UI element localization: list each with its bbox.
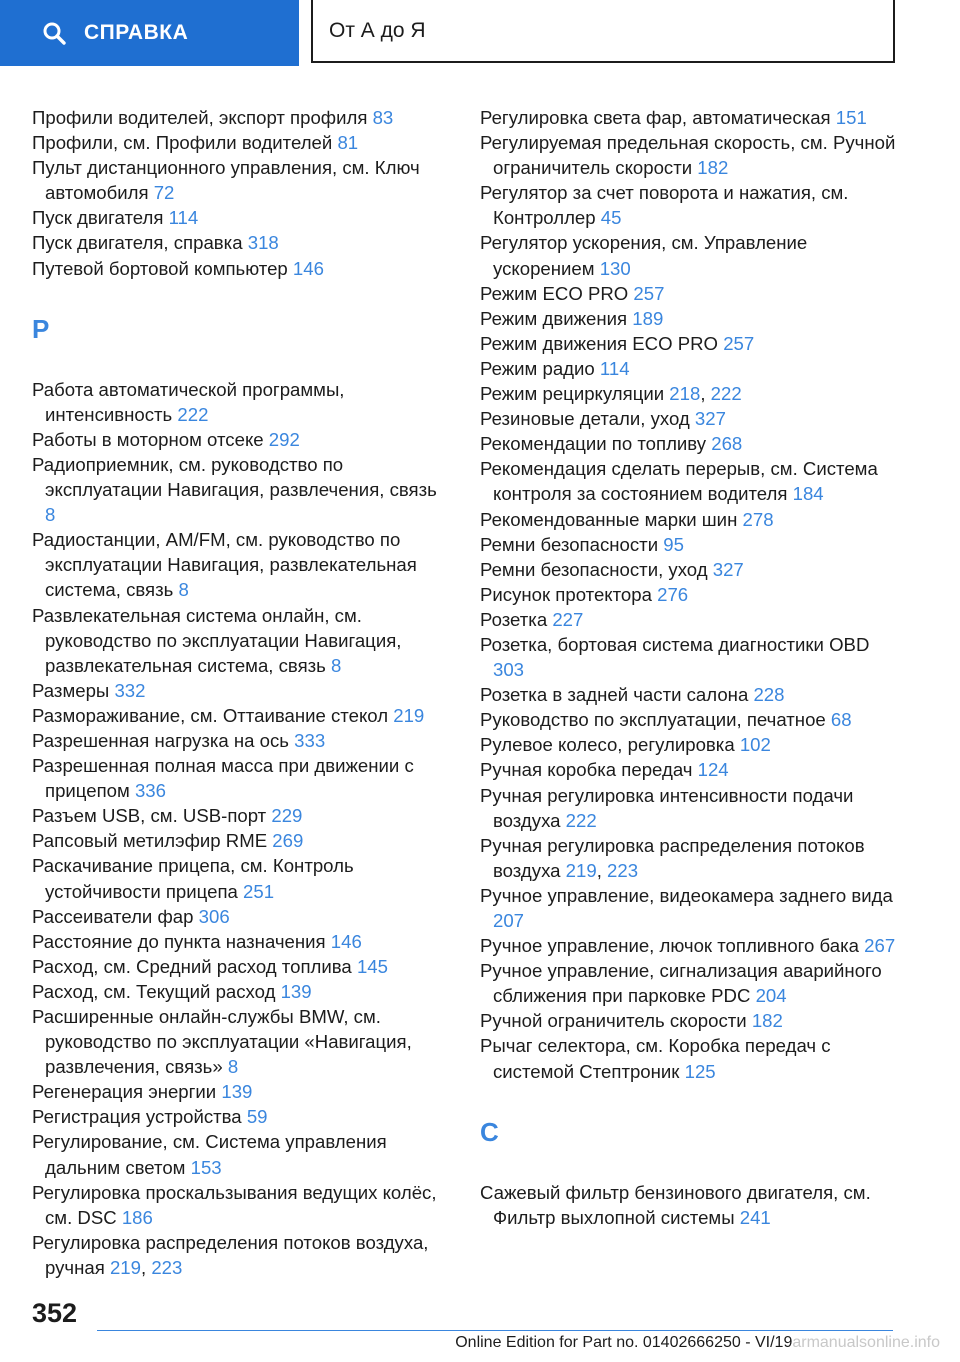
search-icon <box>42 21 66 45</box>
index-entry-text: Режим ECO PRO <box>480 282 634 304</box>
index-entry-text: Пуск двигателя <box>32 207 169 229</box>
page-reference-link[interactable]: 332 <box>114 679 146 701</box>
index-entry-text: Расширенные онлайн-службы BMW, см. руководство по эксплуатации «Навигация, развлечения, связь» <box>32 1006 412 1078</box>
page-reference-link[interactable]: 83 <box>372 107 394 128</box>
index-entry <box>480 933 900 958</box>
index-entry <box>32 753 452 803</box>
page-reference-link[interactable]: 327 <box>694 408 726 430</box>
index-entry <box>32 452 452 527</box>
page-reference-link[interactable]: 204 <box>755 985 787 1007</box>
page-reference-link[interactable]: 336 <box>134 780 166 802</box>
index-entry-text: Режим рециркуляции <box>480 383 670 405</box>
page-reference-link[interactable]: 59 <box>246 1106 268 1128</box>
index-entry: Регулировка распределения потоков воздуха, ручная 219, 223 <box>32 1231 429 1278</box>
index-entry <box>32 979 452 1004</box>
index-entry <box>32 427 452 452</box>
index-entry-text: Разрешенная полная масса при движении с прицепом <box>32 755 414 802</box>
page-reference-link[interactable]: 184 <box>792 483 824 505</box>
page-reference-link[interactable]: 292 <box>268 428 300 450</box>
index-entry <box>480 1033 900 1083</box>
page-reference-link[interactable]: 8 <box>45 504 56 526</box>
index-entry-text: Регистрация устройства <box>32 1106 247 1128</box>
index-entry-text: Рекомендации по топливу <box>480 433 712 455</box>
index-entry-text: Ремни безопасности <box>480 533 664 555</box>
page-reference-link[interactable]: 276 <box>657 583 689 605</box>
index-entry <box>32 828 452 853</box>
index-entry: Ручная регулировка распределения потоков воздуха 219, 223 <box>480 834 865 881</box>
index-entry <box>480 281 900 306</box>
page-reference-link[interactable]: 241 <box>739 1206 771 1228</box>
index-entry-text: Режим движения ECO PRO <box>480 332 724 354</box>
index-entry <box>480 707 900 732</box>
page-reference-link[interactable]: 257 <box>723 332 755 354</box>
index-entry <box>32 954 452 979</box>
index-entry <box>32 527 452 602</box>
index-entry-text: Розетка в задней части салона <box>480 684 754 706</box>
page-reference-link[interactable]: 72 <box>153 182 175 204</box>
index-entry-text: Рулевое колесо, регулировка <box>480 734 740 756</box>
index-entry <box>32 155 452 205</box>
index-entry-text: Профили водителей, экспорт профиля <box>32 107 373 128</box>
section-letter: С <box>480 1116 499 1147</box>
index-entry <box>32 130 452 155</box>
index-entry-text: Размораживание, см. Оттаивание стекол <box>32 704 394 726</box>
index-entry-text: Профили, см. Профили водителей <box>32 132 338 154</box>
page-reference-link[interactable]: 124 <box>697 759 729 781</box>
page-reference-link[interactable]: 257 <box>633 282 665 304</box>
page-reference-link[interactable]: 189 <box>632 307 664 329</box>
index-entry-text: Раскачивание прицепа, см. Контроль устойчивости прицепа <box>32 855 354 902</box>
index-entry-text: Работы в моторном отсеке <box>32 428 269 450</box>
page-reference-link[interactable]: 125 <box>684 1060 716 1082</box>
index-entry <box>32 929 452 954</box>
index-entry <box>480 1008 900 1033</box>
index-entry-text: Ручная регулировка интенсивности подачи воздуха <box>480 784 854 831</box>
page-reference-link[interactable]: 139 <box>280 980 312 1002</box>
index-entry-text: Рекомендация сделать перерыв, см. Система контроля за состоянием водителя <box>480 458 878 505</box>
index-entry-text: Ручное управление, видеокамера заднего вида <box>480 884 893 906</box>
index-entry <box>480 456 900 506</box>
index-entry-text: Рассеиватели фар <box>32 905 199 927</box>
index-entry <box>480 130 900 180</box>
index-entry <box>480 406 900 431</box>
index-entry <box>480 607 900 632</box>
index-entry <box>480 557 900 582</box>
index-entry <box>480 180 900 230</box>
page-reference-link[interactable]: 145 <box>356 955 388 977</box>
footer-divider <box>97 1330 893 1331</box>
index-entry <box>32 603 452 678</box>
page-reference-link[interactable]: 333 <box>294 729 326 751</box>
edition-text: Online Edition for Part no. 01402666250 - VI/19 <box>455 1334 793 1351</box>
index-entry <box>480 783 900 833</box>
index-entry <box>32 803 452 828</box>
page-reference-link[interactable]: 182 <box>751 1010 783 1032</box>
page-reference-link[interactable]: 267 <box>864 935 896 957</box>
index-entry-text: Рисунок протектора <box>480 583 658 605</box>
index-entry <box>32 256 452 281</box>
page-reference-link[interactable]: 223 <box>607 859 639 881</box>
index-entry-text: Ремни безопасности, уход <box>480 558 713 580</box>
page-reference-link[interactable]: 222 <box>565 809 597 831</box>
index-entry <box>480 306 900 331</box>
index-entry-text: Рычаг селектора, см. Коробка передач с системой Стептроник <box>480 1035 831 1082</box>
index-entry-text: Пуск двигателя, справка <box>32 232 248 254</box>
page-reference-link[interactable]: 8 <box>331 654 342 676</box>
index-entry-text: Пульт дистанционного управления, см. Ключ автомобиля <box>32 157 420 204</box>
page-reference-link[interactable]: 228 <box>753 684 785 706</box>
index-entry-text: Разъем USB, см. USB-порт <box>32 805 272 827</box>
index-entry-text: Регулировка света фар, автоматическая <box>480 107 836 128</box>
index-entry-text: Регулируемая предельная скорость, см. Ручной ограничитель скорости <box>480 132 896 179</box>
index-entry <box>480 757 900 782</box>
section-title-box <box>311 0 895 63</box>
index-entry-text: Ручное управление, лючок топливного бака <box>480 935 865 957</box>
help-tab-label: СПРАВКА <box>84 21 189 44</box>
page-reference-link[interactable]: 182 <box>697 157 729 179</box>
section-title: От А до Я <box>329 18 426 42</box>
index-entry <box>32 105 452 130</box>
page-reference-link[interactable]: 186 <box>121 1206 153 1228</box>
index-entry <box>480 883 900 933</box>
index-entry-text: Расстояние до пункта назначения <box>32 930 331 952</box>
index-entry <box>32 205 452 230</box>
page-reference-link[interactable]: 219 <box>393 704 425 726</box>
index-entry <box>480 732 900 757</box>
section-letter: Р <box>32 313 50 344</box>
page-reference-link[interactable]: 318 <box>247 232 279 254</box>
page-reference-link[interactable]: 229 <box>271 805 303 827</box>
index-entry-text: Размеры <box>32 679 115 701</box>
page-reference-link[interactable]: 227 <box>552 608 584 630</box>
index-entry-text: Резиновые детали, уход <box>480 408 695 430</box>
index-entry <box>480 632 900 682</box>
page-number: 352 <box>32 1298 78 1328</box>
index-entry <box>32 904 452 929</box>
index-entry-text: Расход, см. Средний расход топлива <box>32 955 357 977</box>
index-entry-text: Ручное управление, сигнализация аварийного сближения при парковке PDC <box>480 960 882 1007</box>
index-entry <box>480 1180 900 1230</box>
index-entry-text: Развлекательная система онлайн, см. руководство по эксплуатации Навигация, развлекательная система, связь <box>32 604 402 676</box>
index-entry <box>480 356 900 381</box>
page-reference-link[interactable]: 8 <box>178 579 189 601</box>
index-entry <box>32 703 452 728</box>
page-reference-link[interactable]: 8 <box>227 1056 239 1078</box>
index-column-left <box>32 105 452 1280</box>
index-entry-text: Ручная коробка передач <box>480 759 698 781</box>
page-reference-link[interactable]: 223 <box>151 1256 183 1278</box>
page-reference-link[interactable]: 45 <box>600 207 622 229</box>
index-entry-text: Режим радио <box>480 357 600 379</box>
index-entry <box>32 377 452 427</box>
page-reference-link[interactable]: 327 <box>712 558 744 580</box>
index-entry <box>32 1104 452 1129</box>
page-reference-link[interactable]: 219 <box>565 859 597 881</box>
index-entry <box>32 1004 452 1079</box>
index-entry-text: Регулировка проскальзывания ведущих колёс, см. DSC <box>32 1181 437 1228</box>
index-entry-text: Регулятор ускорения, см. Управление ускорением <box>480 232 808 279</box>
index-entry <box>480 582 900 607</box>
index-entry <box>480 507 900 532</box>
page-reference-link[interactable]: 278 <box>742 508 774 530</box>
page-reference-link[interactable]: 95 <box>663 533 684 555</box>
index-entry <box>480 331 900 356</box>
index-entry-text: Регенерация энергии <box>32 1081 222 1103</box>
index-entry-text: Руководство по эксплуатации, печатное <box>480 709 831 731</box>
index-entry-text: Ручной ограничитель скорости <box>480 1010 752 1032</box>
page-reference-link[interactable]: 268 <box>711 433 743 455</box>
footer-edition <box>0 1334 940 1352</box>
page-reference-link[interactable]: 114 <box>168 207 199 229</box>
page-reference-link[interactable]: 222 <box>177 403 209 425</box>
index-entry-text: Путевой бортовой компьютер <box>32 257 293 279</box>
index-entry <box>32 853 452 903</box>
index-entry <box>480 431 900 456</box>
page-reference-link[interactable]: 146 <box>330 930 362 952</box>
watermark-text: armanualsonline.info <box>792 1334 940 1351</box>
index-entry <box>32 230 452 255</box>
index-entry <box>32 678 452 703</box>
index-column-right <box>480 105 900 1230</box>
page-reference-link[interactable]: 114 <box>599 357 630 379</box>
page-reference-link[interactable]: 151 <box>835 107 867 128</box>
index-entry <box>480 105 900 130</box>
help-tab[interactable] <box>0 0 299 66</box>
page-reference-link[interactable]: 303 <box>493 659 525 681</box>
index-entry-text: Рапсовый метилэфир RME <box>32 830 273 852</box>
page-reference-link[interactable]: 269 <box>272 830 304 852</box>
page-reference-link[interactable]: 130 <box>599 257 631 279</box>
page-reference-link[interactable]: 139 <box>221 1081 253 1103</box>
index-entry-text: Расход, см. Текущий расход <box>32 980 281 1002</box>
page-reference-link[interactable]: 222 <box>710 383 742 405</box>
page-reference-link[interactable]: 81 <box>337 132 359 154</box>
index-entry <box>480 958 900 1008</box>
index-entry <box>480 532 900 557</box>
index-entry-text: Радиоприемник, см. руководство по эксплуатации Навигация, развлечения, связь <box>32 453 437 501</box>
index-entry-text: Режим движения <box>480 307 633 329</box>
page-header <box>0 0 960 66</box>
page-reference-link[interactable]: 68 <box>830 709 852 731</box>
page-reference-link[interactable]: 219 <box>109 1256 141 1278</box>
page-reference-link[interactable]: 306 <box>198 905 230 927</box>
index-entry <box>32 1079 452 1104</box>
index-entry-text: Сажевый фильтр бензинового двигателя, см. Фильтр выхлопной системы <box>480 1181 871 1228</box>
page-reference-link[interactable]: 251 <box>243 880 275 902</box>
index-entry-text: Рекомендованные марки шин <box>480 508 743 530</box>
page-reference-link[interactable]: 102 <box>739 734 771 756</box>
index-entry-text: Розетка, бортовая система диагностики OBD <box>480 633 870 655</box>
index-entry-text: Регулятор за счет поворота и нажатия, см. Контроллер <box>480 182 849 229</box>
index-entry-text: Радиостанции, AM/FM, см. руководство по эксплуатации Навигация, развлекательная система, связь <box>32 529 417 601</box>
page-reference-link[interactable]: 153 <box>190 1156 222 1178</box>
index-entry-text: Разрешенная нагрузка на ось <box>32 729 295 751</box>
index-entry-text: Регулирование, см. Система управления дальним светом <box>32 1131 387 1178</box>
index-entry <box>480 230 900 280</box>
index-entry-text: Регулировка распределения потоков воздуха, ручная <box>32 1231 429 1278</box>
index-entry: Режим рециркуляции 218, 222 <box>480 383 742 405</box>
index-entry-text: Работа автоматической программы, интенсивность <box>32 378 345 425</box>
index-entry <box>32 728 452 753</box>
index-entry-text: Ручная регулировка распределения потоков воздуха <box>480 834 865 881</box>
page-reference-link[interactable]: 146 <box>292 257 324 279</box>
index-entry <box>32 1129 452 1179</box>
index-entry-text: Розетка <box>480 608 553 630</box>
index-entry <box>480 682 900 707</box>
index-entry <box>32 1180 452 1230</box>
page-reference-link[interactable]: 207 <box>493 910 525 931</box>
page-reference-link[interactable]: 218 <box>669 383 701 405</box>
